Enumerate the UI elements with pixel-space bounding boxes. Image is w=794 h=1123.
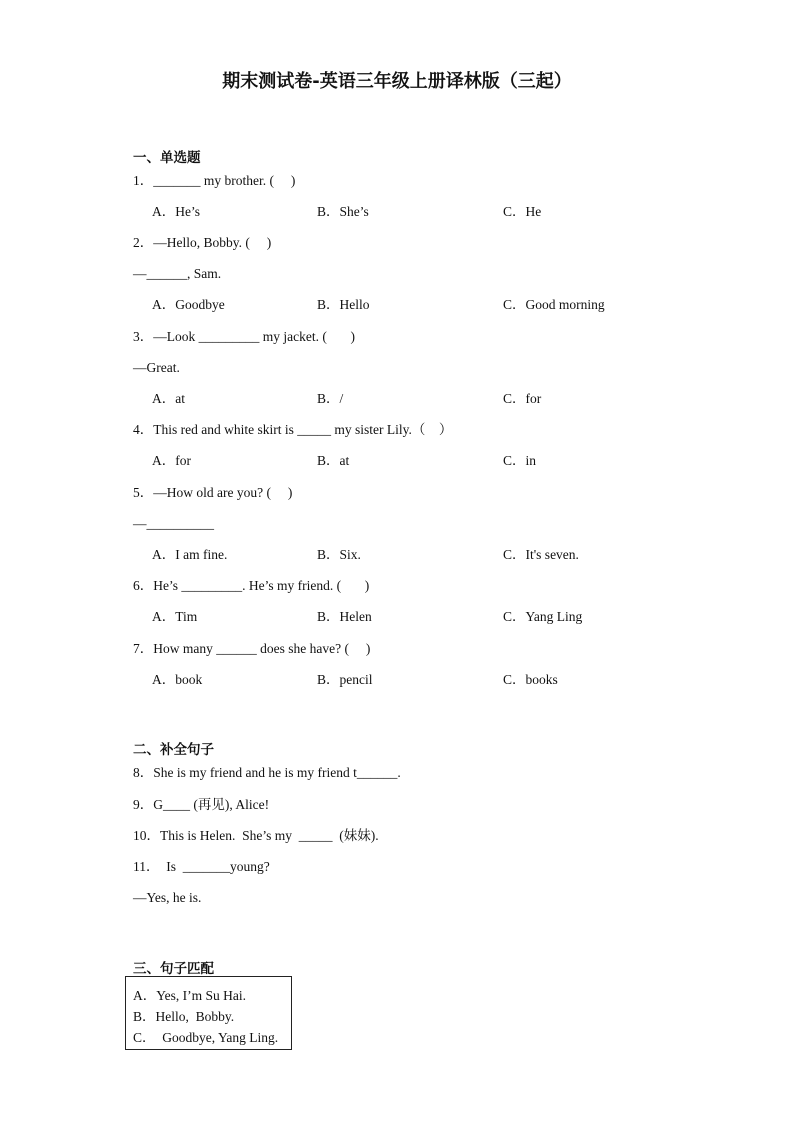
q2-option-a: A．Goodbye (152, 297, 225, 312)
q4-option-a: A．for (152, 453, 191, 468)
q5-option-a: A．I am fine. (152, 547, 228, 562)
question-11-reply: —Yes, he is. (133, 890, 202, 905)
match-option-c: C． Goodbye, Yang Ling. (133, 1030, 279, 1045)
q6-option-c: C．Yang Ling (503, 609, 583, 624)
q1-option-c: C．He (503, 204, 542, 219)
q7-option-b: B．pencil (317, 672, 373, 687)
q6-option-a: A．Tim (152, 609, 198, 624)
question-3-reply: —Great. (133, 360, 180, 375)
q1-option-b: B．She’s (317, 204, 369, 219)
q4-option-c: C．in (503, 453, 537, 468)
section-heading-1: 一、单选题 (133, 150, 201, 166)
q2-option-b: B．Hello (317, 297, 370, 312)
question-2: 2．—Hello, Bobby. ( ) (133, 235, 272, 250)
question-3: 3．—Look _________ my jacket. ( ) (133, 329, 355, 344)
question-8: 8．She is my friend and he is my friend t______. (133, 765, 401, 780)
question-5-reply: —__________ (133, 516, 214, 531)
section-heading-2: 二、补全句子 (133, 742, 214, 758)
question-5: 5．—How old are you? ( ) (133, 485, 293, 500)
question-4: 4．This red and white skirt is _____ my sister Lily.（ ） (133, 422, 453, 437)
question-9: 9．G____ (再见), Alice! (133, 797, 270, 812)
q3-option-c: C．for (503, 391, 542, 406)
q3-option-b: B．/ (317, 391, 344, 406)
page-title: 期末测试卷-英语三年级上册译林版（三起） (222, 71, 572, 92)
match-option-a: A．Yes, I’m Su Hai. (133, 988, 247, 1003)
q4-option-b: B．at (317, 453, 350, 468)
q7-option-a: A．book (152, 672, 203, 687)
match-option-b: B．Hello, Bobby. (133, 1009, 235, 1024)
question-11: 11． Is _______young? (133, 859, 270, 874)
section-heading-3: 三、句子匹配 (133, 961, 214, 977)
question-7: 7．How many ______ does she have? ( ) (133, 641, 371, 656)
q2-option-c: C．Good morning (503, 297, 605, 312)
q1-option-a: A．He’s (152, 204, 200, 219)
q5-option-c: C．It's seven. (503, 547, 579, 562)
q7-option-c: C．books (503, 672, 558, 687)
question-6: 6．He’s _________. He’s my friend. ( ) (133, 578, 370, 593)
q3-option-a: A．at (152, 391, 185, 406)
q5-option-b: B．Six. (317, 547, 361, 562)
q6-option-b: B．Helen (317, 609, 372, 624)
matching-box (125, 976, 292, 1050)
question-2-reply: —______, Sam. (133, 266, 222, 281)
question-1: 1．_______ my brother. ( ) (133, 173, 296, 188)
question-10: 10．This is Helen. She’s my _____ (妹妹). (133, 828, 379, 843)
